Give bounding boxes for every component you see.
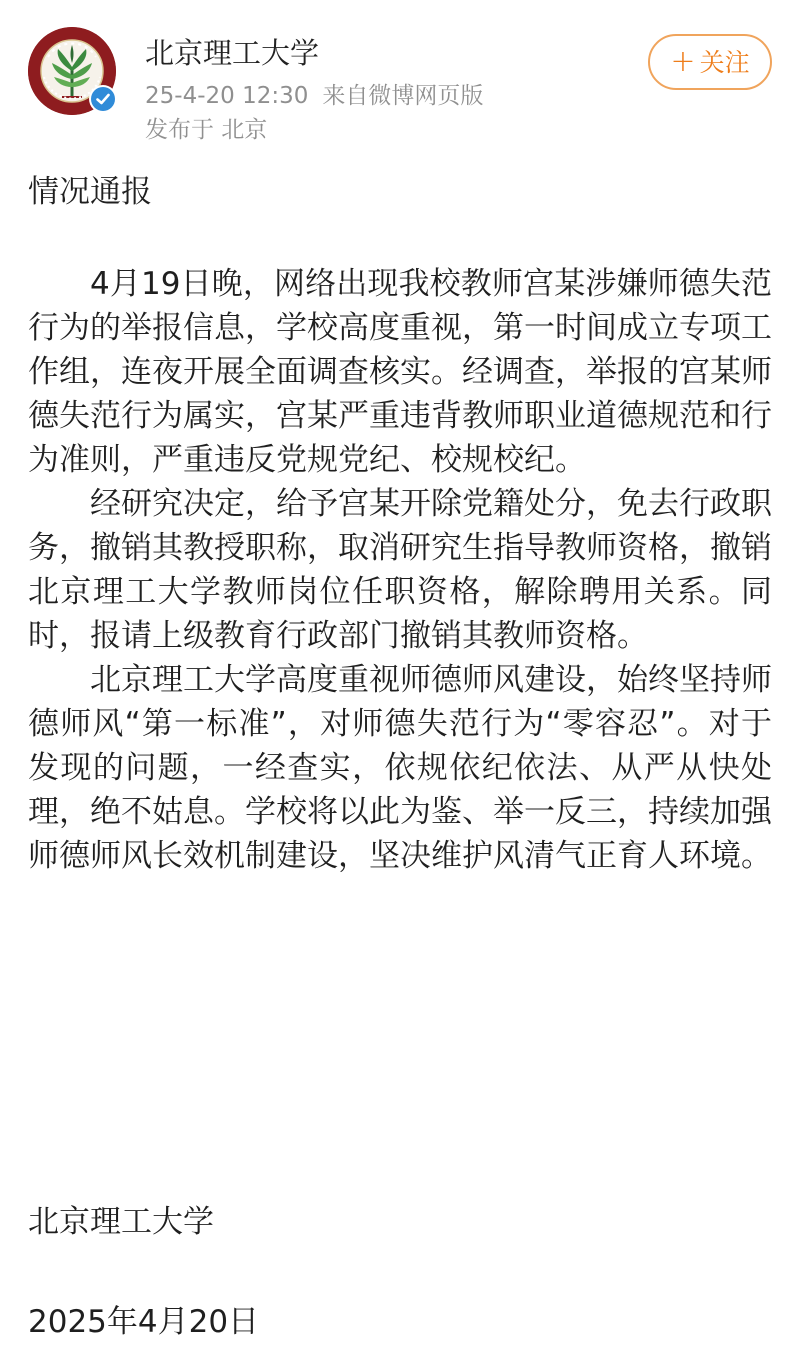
post-signature: 北京理工大学 xyxy=(28,1204,214,1240)
post-paragraph: 经研究决定，给予宫某开除党籍处分，免去行政职务，撤销其教授职称，取消研究生指导教师资格，撤销北京理工大学教师岗位任职资格，解除聘用关系。同时，报请上级教育行政部门撤销其教师资格。 xyxy=(28,486,772,654)
post-header xyxy=(0,0,800,150)
post-source: 来自微博网页版 xyxy=(322,83,484,109)
follow-label: 关注 xyxy=(699,48,750,77)
post-date: 2025年4月20日 xyxy=(28,1304,260,1340)
post-meta xyxy=(145,80,483,112)
post-time[interactable]: 25-4-20 12:30 xyxy=(145,83,309,109)
post-paragraph: 北京理工大学高度重视师德师风建设，始终坚持师德师风“第一标准”，对师德失范行为“零容忍”。对于发现的问题，一经查实，依规依纪依法、从严从快处理，绝不姑息。学校将以此为鉴、举一反三，持续加强师德师风长效机制建设，坚决维护风清气正育人环境。 xyxy=(28,662,772,874)
post-body xyxy=(28,170,772,874)
plus-icon: + xyxy=(670,44,696,79)
follow-button[interactable] xyxy=(648,34,772,90)
post-title: 情况通报 xyxy=(28,174,152,210)
post-location: 发布于 北京 xyxy=(145,117,268,143)
verified-badge-icon xyxy=(89,85,117,113)
post-paragraphs xyxy=(28,262,772,878)
post-paragraph: 4月19日晚，网络出现我校教师宫某涉嫌师德失范行为的举报信息，学校高度重视，第一时间成立专项工作组，连夜开展全面调查核实。经调查，举报的宫某师德失范行为属实，宫某严重违背教师职业道德规范和行为准则，严重违反党规党纪、校规校纪。 xyxy=(28,266,772,478)
account-name[interactable]: 北京理工大学 xyxy=(145,36,320,70)
